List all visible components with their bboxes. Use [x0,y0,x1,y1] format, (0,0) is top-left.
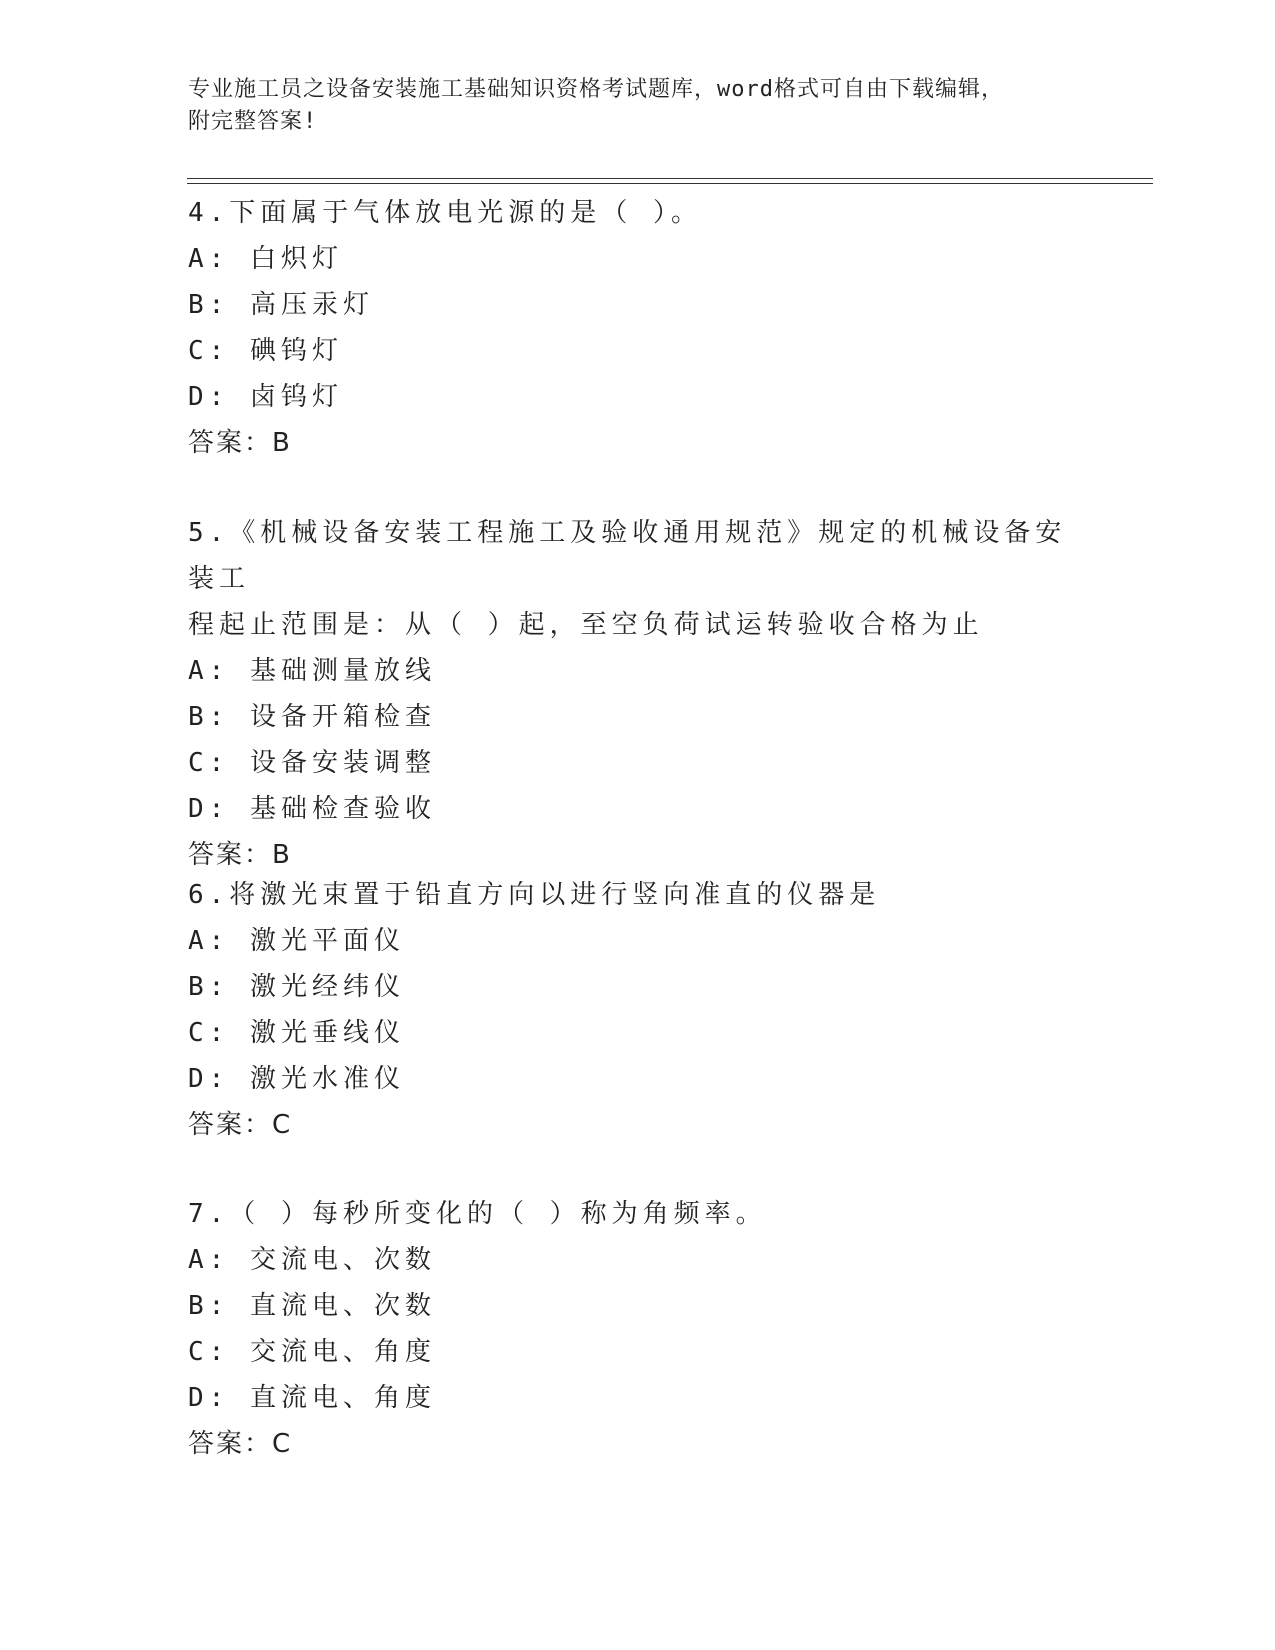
question-7 [188,1191,1088,1467]
question-4 [188,190,1088,466]
option-d: D: 基础检查验收 [188,794,436,824]
option-d: D: 激光水准仪 [188,1064,405,1094]
option-c: C: 激光垂线仪 [188,1018,405,1048]
question-stem: 6.将激光束置于铅直方向以进行竖向准直的仪器是 [188,880,881,910]
question-stem-line-2: 程起止范围是：从（ ）起，至空负荷试运转验收合格为止 [188,610,984,640]
answer-line: 答案：C [188,1110,293,1140]
option-b: B: 直流电、次数 [188,1291,436,1321]
option-a: A: 交流电、次数 [188,1245,436,1275]
option-c: C: 交流电、角度 [188,1337,436,1367]
question-stem: 4.下面属于气体放电光源的是（ ）。 [188,198,702,228]
option-d: D: 直流电、角度 [188,1383,436,1413]
answer-line: 答案：B [188,840,292,870]
option-b: B: 激光经纬仪 [188,972,405,1002]
option-b: B: 设备开箱检查 [188,702,436,732]
header-line-1: 专业施工员之设备安装施工基础知识资格考试题库，word格式可自由下载编辑， [188,77,1004,102]
question-stem-line-1: 5.《机械设备安装工程施工及验收通用规范》规定的机械设备安装工 [188,518,1067,594]
option-a: A: 激光平面仪 [188,926,405,956]
header-divider-bottom [187,183,1153,184]
answer-line: 答案：C [188,1429,293,1459]
option-a: A: 白炽灯 [188,244,343,274]
option-c: C: 设备安装调整 [188,748,436,778]
option-b: B: 高压汞灯 [188,290,374,320]
question-6 [188,872,1088,1148]
header-divider-top [187,178,1153,179]
answer-line: 答案：B [188,428,292,458]
question-5 [188,510,1088,878]
question-stem: 7.（ ）每秒所变化的（ ）称为角频率。 [188,1199,767,1229]
option-a: A: 基础测量放线 [188,656,436,686]
document-header [188,74,1088,138]
option-c: C: 碘钨灯 [188,336,343,366]
header-line-2: 附完整答案! [188,109,318,134]
option-d: D: 卤钨灯 [188,382,343,412]
